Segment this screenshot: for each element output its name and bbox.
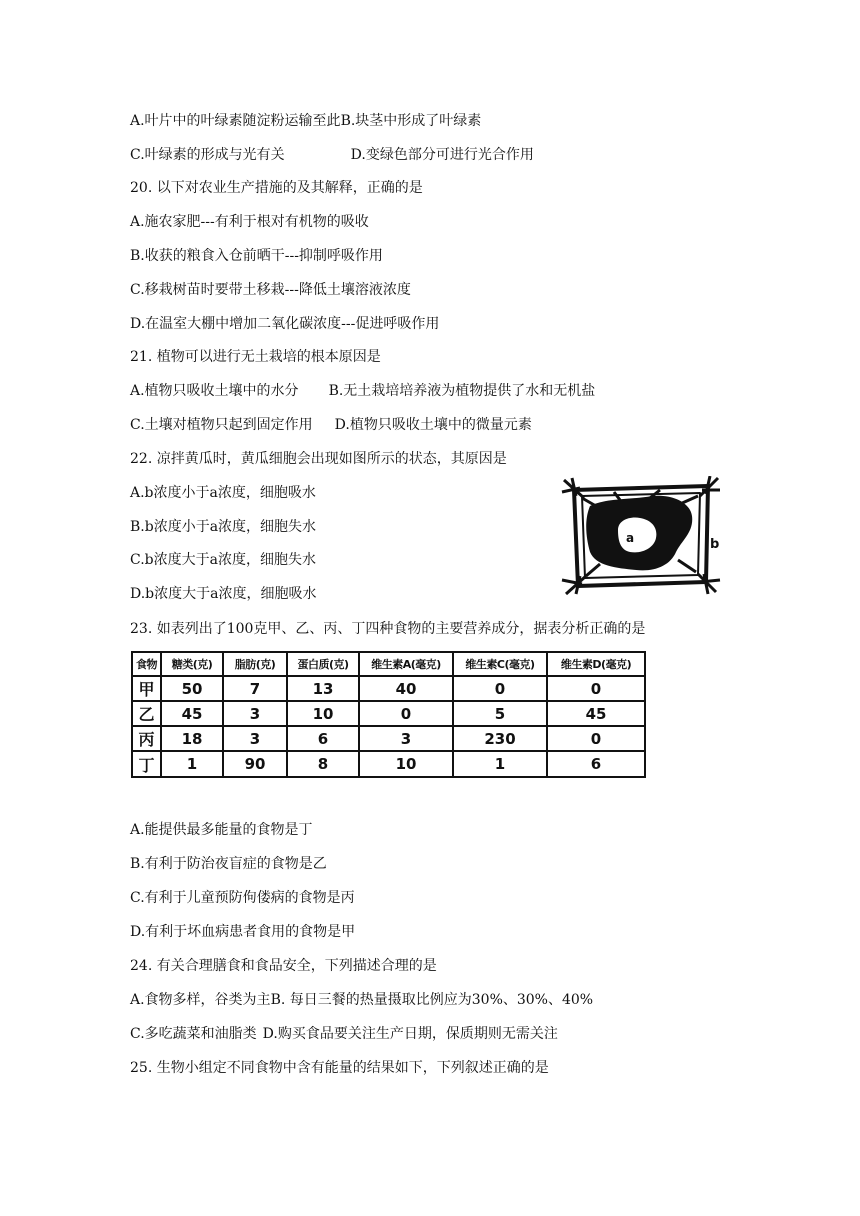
q19-option-a: A.叶片中的叶绿素随淀粉运输至此 bbox=[130, 113, 341, 129]
q21-stem: 21. 植物可以进行无土栽培的根本原因是 bbox=[130, 349, 381, 365]
table-cell: 1 bbox=[161, 751, 223, 777]
table-cell: 6 bbox=[547, 751, 645, 777]
table-cell: 50 bbox=[161, 676, 223, 701]
table-cell: 45 bbox=[161, 701, 223, 726]
plasmolysed-cell-figure bbox=[560, 476, 722, 596]
nutrition-table bbox=[131, 651, 646, 778]
table-cell: 90 bbox=[223, 751, 287, 777]
shrunken-protoplast bbox=[582, 490, 698, 576]
q23-option-a: A.能提供最多能量的食物是丁 bbox=[130, 822, 313, 838]
header-vitamin-a: 维生素A(毫克) bbox=[359, 652, 453, 676]
table-cell: 3 bbox=[223, 726, 287, 751]
header-carbs: 糖类(克) bbox=[161, 652, 223, 676]
header-vitamin-c: 维生素C(毫克) bbox=[453, 652, 547, 676]
q24-option-d: D.购买食品要关注生产日期，保质期则无需关注 bbox=[262, 1026, 558, 1042]
q20-stem: 20. 以下对农业生产措施的及其解释，正确的是 bbox=[130, 180, 423, 196]
q22-option-d: D.b浓度大于a浓度，细胞吸水 bbox=[130, 586, 317, 602]
table-cell: 45 bbox=[547, 701, 645, 726]
q19-option-b: B.块茎中形成了叶绿素 bbox=[340, 113, 482, 129]
q19-option-c: C.叶绿素的形成与光有关 bbox=[130, 147, 285, 163]
q23-option-b: B.有利于防治夜盲症的食物是乙 bbox=[130, 856, 327, 872]
q24-options-ab bbox=[130, 990, 593, 1010]
q23-stem: 23. 如表列出了100克甲、乙、丙、丁四种食物的主要营养成分，据表分析正确的是 bbox=[130, 621, 646, 637]
q21-option-a: A.植物只吸收土壤中的水分 bbox=[130, 383, 299, 399]
q24-stem: 24. 有关合理膳食和食品安全，下列描述合理的是 bbox=[130, 958, 437, 974]
table-cell: 10 bbox=[287, 701, 359, 726]
table-row bbox=[132, 751, 645, 777]
table-cell: 13 bbox=[287, 676, 359, 701]
q19-options-cd bbox=[130, 145, 534, 165]
q22-stem: 22. 凉拌黄瓜时，黄瓜细胞会出现如图所示的状态，其原因是 bbox=[130, 451, 507, 467]
header-vitamin-d: 维生素D(毫克) bbox=[547, 652, 645, 676]
table-cell: 18 bbox=[161, 726, 223, 751]
q25-stem: 25. 生物小组定不同食物中含有能量的结果如下，下列叙述正确的是 bbox=[130, 1060, 549, 1076]
q20-option-c: C.移栽树苗时要带土移栽---降低土壤溶液浓度 bbox=[130, 282, 411, 298]
table-cell: 0 bbox=[547, 726, 645, 751]
table-cell: 7 bbox=[223, 676, 287, 701]
figure-label-a: a bbox=[626, 531, 635, 545]
q20-option-b: B.收获的粮食入仓前晒干---抑制呼吸作用 bbox=[130, 248, 383, 264]
q21-options-ab bbox=[130, 381, 595, 401]
table-cell: 5 bbox=[453, 701, 547, 726]
q21-option-c: C.土壤对植物只起到固定作用 bbox=[130, 417, 313, 433]
q23-option-c: C.有利于儿童预防佝偻病的食物是丙 bbox=[130, 890, 355, 906]
table-row bbox=[132, 676, 645, 701]
table-cell: 40 bbox=[359, 676, 453, 701]
q24-option-b: B. 每日三餐的热量摄取比例应为30%、30%、40% bbox=[270, 992, 594, 1008]
table-cell-food: 乙 bbox=[132, 701, 161, 726]
q22-option-b: B.b浓度小于a浓度，细胞失水 bbox=[130, 519, 317, 535]
table-cell: 230 bbox=[453, 726, 547, 751]
table-cell: 1 bbox=[453, 751, 547, 777]
header-fat: 脂肪(克) bbox=[223, 652, 287, 676]
table-cell-food: 甲 bbox=[132, 676, 161, 701]
q21-options-cd bbox=[130, 415, 532, 435]
q19-options-ab bbox=[130, 111, 481, 131]
table-cell: 3 bbox=[223, 701, 287, 726]
header-protein: 蛋白质(克) bbox=[287, 652, 359, 676]
table-cell: 0 bbox=[453, 676, 547, 701]
q20-option-a: A.施农家肥---有利于根对有机物的吸收 bbox=[130, 214, 369, 230]
table-cell: 0 bbox=[359, 701, 453, 726]
header-food: 食物 bbox=[132, 652, 161, 676]
q24-options-cd bbox=[130, 1024, 558, 1044]
q21-option-b: B.无土栽培培养液为植物提供了水和无机盐 bbox=[328, 383, 596, 399]
table-row bbox=[132, 701, 645, 726]
table-row bbox=[132, 726, 645, 751]
table-cell: 0 bbox=[547, 676, 645, 701]
q24-option-a: A.食物多样，谷类为主 bbox=[130, 992, 271, 1008]
table-cell: 8 bbox=[287, 751, 359, 777]
table-cell-food: 丁 bbox=[132, 751, 161, 777]
table-cell: 3 bbox=[359, 726, 453, 751]
table-cell-food: 丙 bbox=[132, 726, 161, 751]
q23-option-d: D.有利于坏血病患者食用的食物是甲 bbox=[130, 924, 356, 940]
table-cell: 6 bbox=[287, 726, 359, 751]
q21-option-d: D.植物只吸收土壤中的微量元素 bbox=[334, 417, 532, 433]
table-cell: 10 bbox=[359, 751, 453, 777]
q20-option-d: D.在温室大棚中增加二氧化碳浓度---促进呼吸作用 bbox=[130, 316, 440, 332]
q22-option-c: C.b浓度大于a浓度，细胞失水 bbox=[130, 552, 316, 568]
q19-option-d: D.变绿色部分可进行光合作用 bbox=[350, 147, 534, 163]
table-header-row bbox=[132, 652, 645, 676]
q22-option-a: A.b浓度小于a浓度，细胞吸水 bbox=[130, 485, 316, 501]
q24-option-c: C.多吃蔬菜和油脂类 bbox=[130, 1026, 257, 1042]
figure-label-b: b bbox=[710, 537, 720, 552]
